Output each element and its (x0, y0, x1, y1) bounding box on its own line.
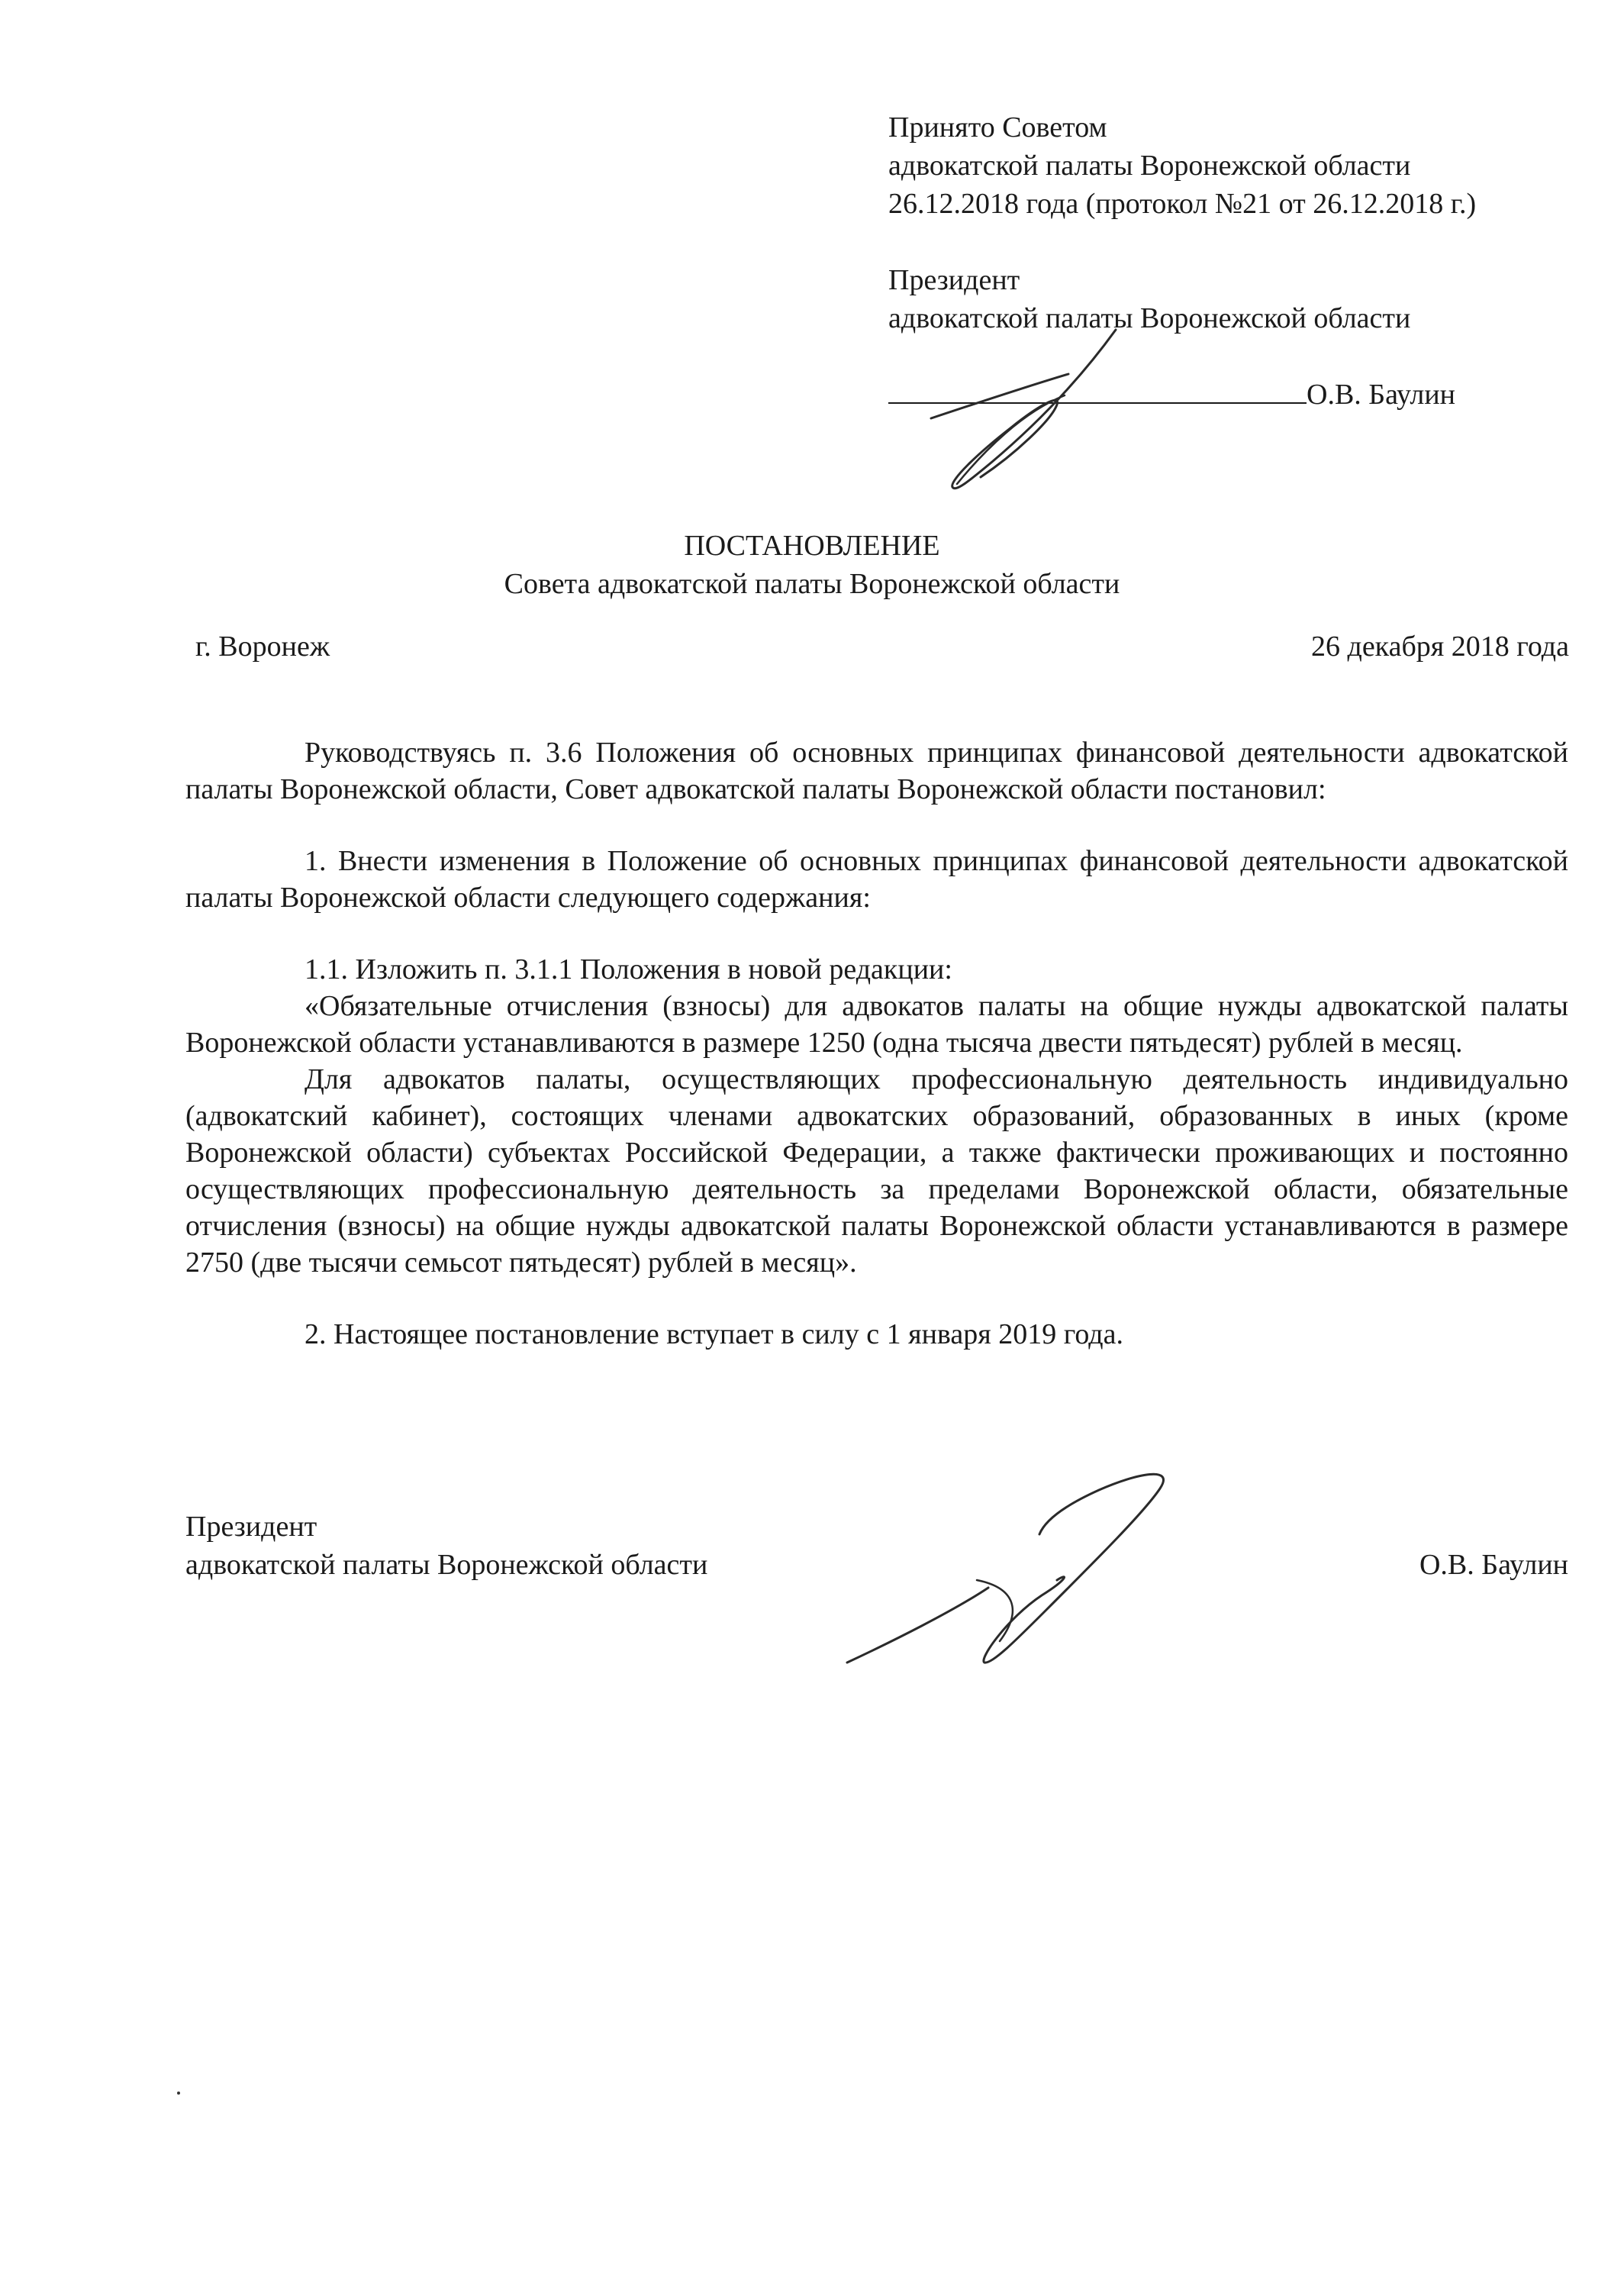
footer-signature-row (185, 1546, 1568, 1584)
footer-signature-block (185, 1508, 1568, 1584)
document-body (185, 734, 1568, 1353)
signature-top-image (908, 321, 1160, 504)
place-date-row (195, 627, 1569, 666)
scan-speck (177, 2092, 180, 2095)
document-date: 26 декабря 2018 года (1310, 631, 1569, 663)
approval-president-title: Президент (888, 264, 1020, 296)
paragraph-item-1: 1. Внести изменения в Положение об основных принципах финансовой деятельности адвокатской палаты Воронежской области следующего содержания: (185, 845, 1568, 914)
approval-line-3: 26.12.2018 года (протокол №21 от 26.12.2018 г.) (888, 188, 1477, 220)
paragraph-quote-2: Для адвокатов палаты, осуществляющих профессиональную деятельность индивидуально (адвокатский кабинет), состоящих членами адвокатских образований, образованных в иных (кроме Воронежской области) субъектах Российской Федерации, а также фактически проживающих и постоянно осуществляющих профессиональную деятельность за пределами Воронежской области, обязательные отчисления (взносы) на общие нужды адвокатской палаты Воронежской области устанавливаются в размере 2750 (две тысячи семьсот пятьдесят) рублей в месяц». (185, 1063, 1568, 1279)
approval-signer-name: О.В. Баулин (1307, 379, 1456, 411)
approval-president-org: адвокатской палаты Воронежской области (888, 302, 1411, 334)
footer-signer-name: О.В. Баулин (1419, 1549, 1568, 1581)
signature-bottom-image (839, 1466, 1191, 1702)
footer-president-org: адвокатской палаты Воронежской области (185, 1549, 708, 1581)
document-subtitle: Совета адвокатской палаты Воронежской области (504, 568, 1120, 600)
title-block (0, 527, 1624, 603)
document-place: г. Воронеж (195, 631, 330, 663)
document-title: ПОСТАНОВЛЕНИЕ (684, 530, 940, 562)
paragraph-quote-1: «Обязательные отчисления (взносы) для адвокатов палаты на общие нужды адвокатской палаты Воронежской области устанавливаются в размере 1250 (одна тысяча двести пятьдесят) рублей в месяц. (185, 990, 1568, 1059)
approval-line-1: Принято Советом (888, 111, 1107, 144)
footer-president-title: Президент (185, 1511, 317, 1543)
approval-line-2: адвокатской палаты Воронежской области (888, 150, 1411, 182)
paragraph-preamble: Руководствуясь п. 3.6 Положения об основных принципах финансовой деятельности адвокатской палаты Воронежской области, Совет адвокатской палаты Воронежской области постановил: (185, 737, 1568, 805)
paragraph-item-1-1: 1.1. Изложить п. 3.1.1 Положения в новой редакции: (304, 953, 952, 985)
paragraph-item-2: 2. Настоящее постановление вступает в силу с 1 января 2019 года. (304, 1318, 1123, 1350)
